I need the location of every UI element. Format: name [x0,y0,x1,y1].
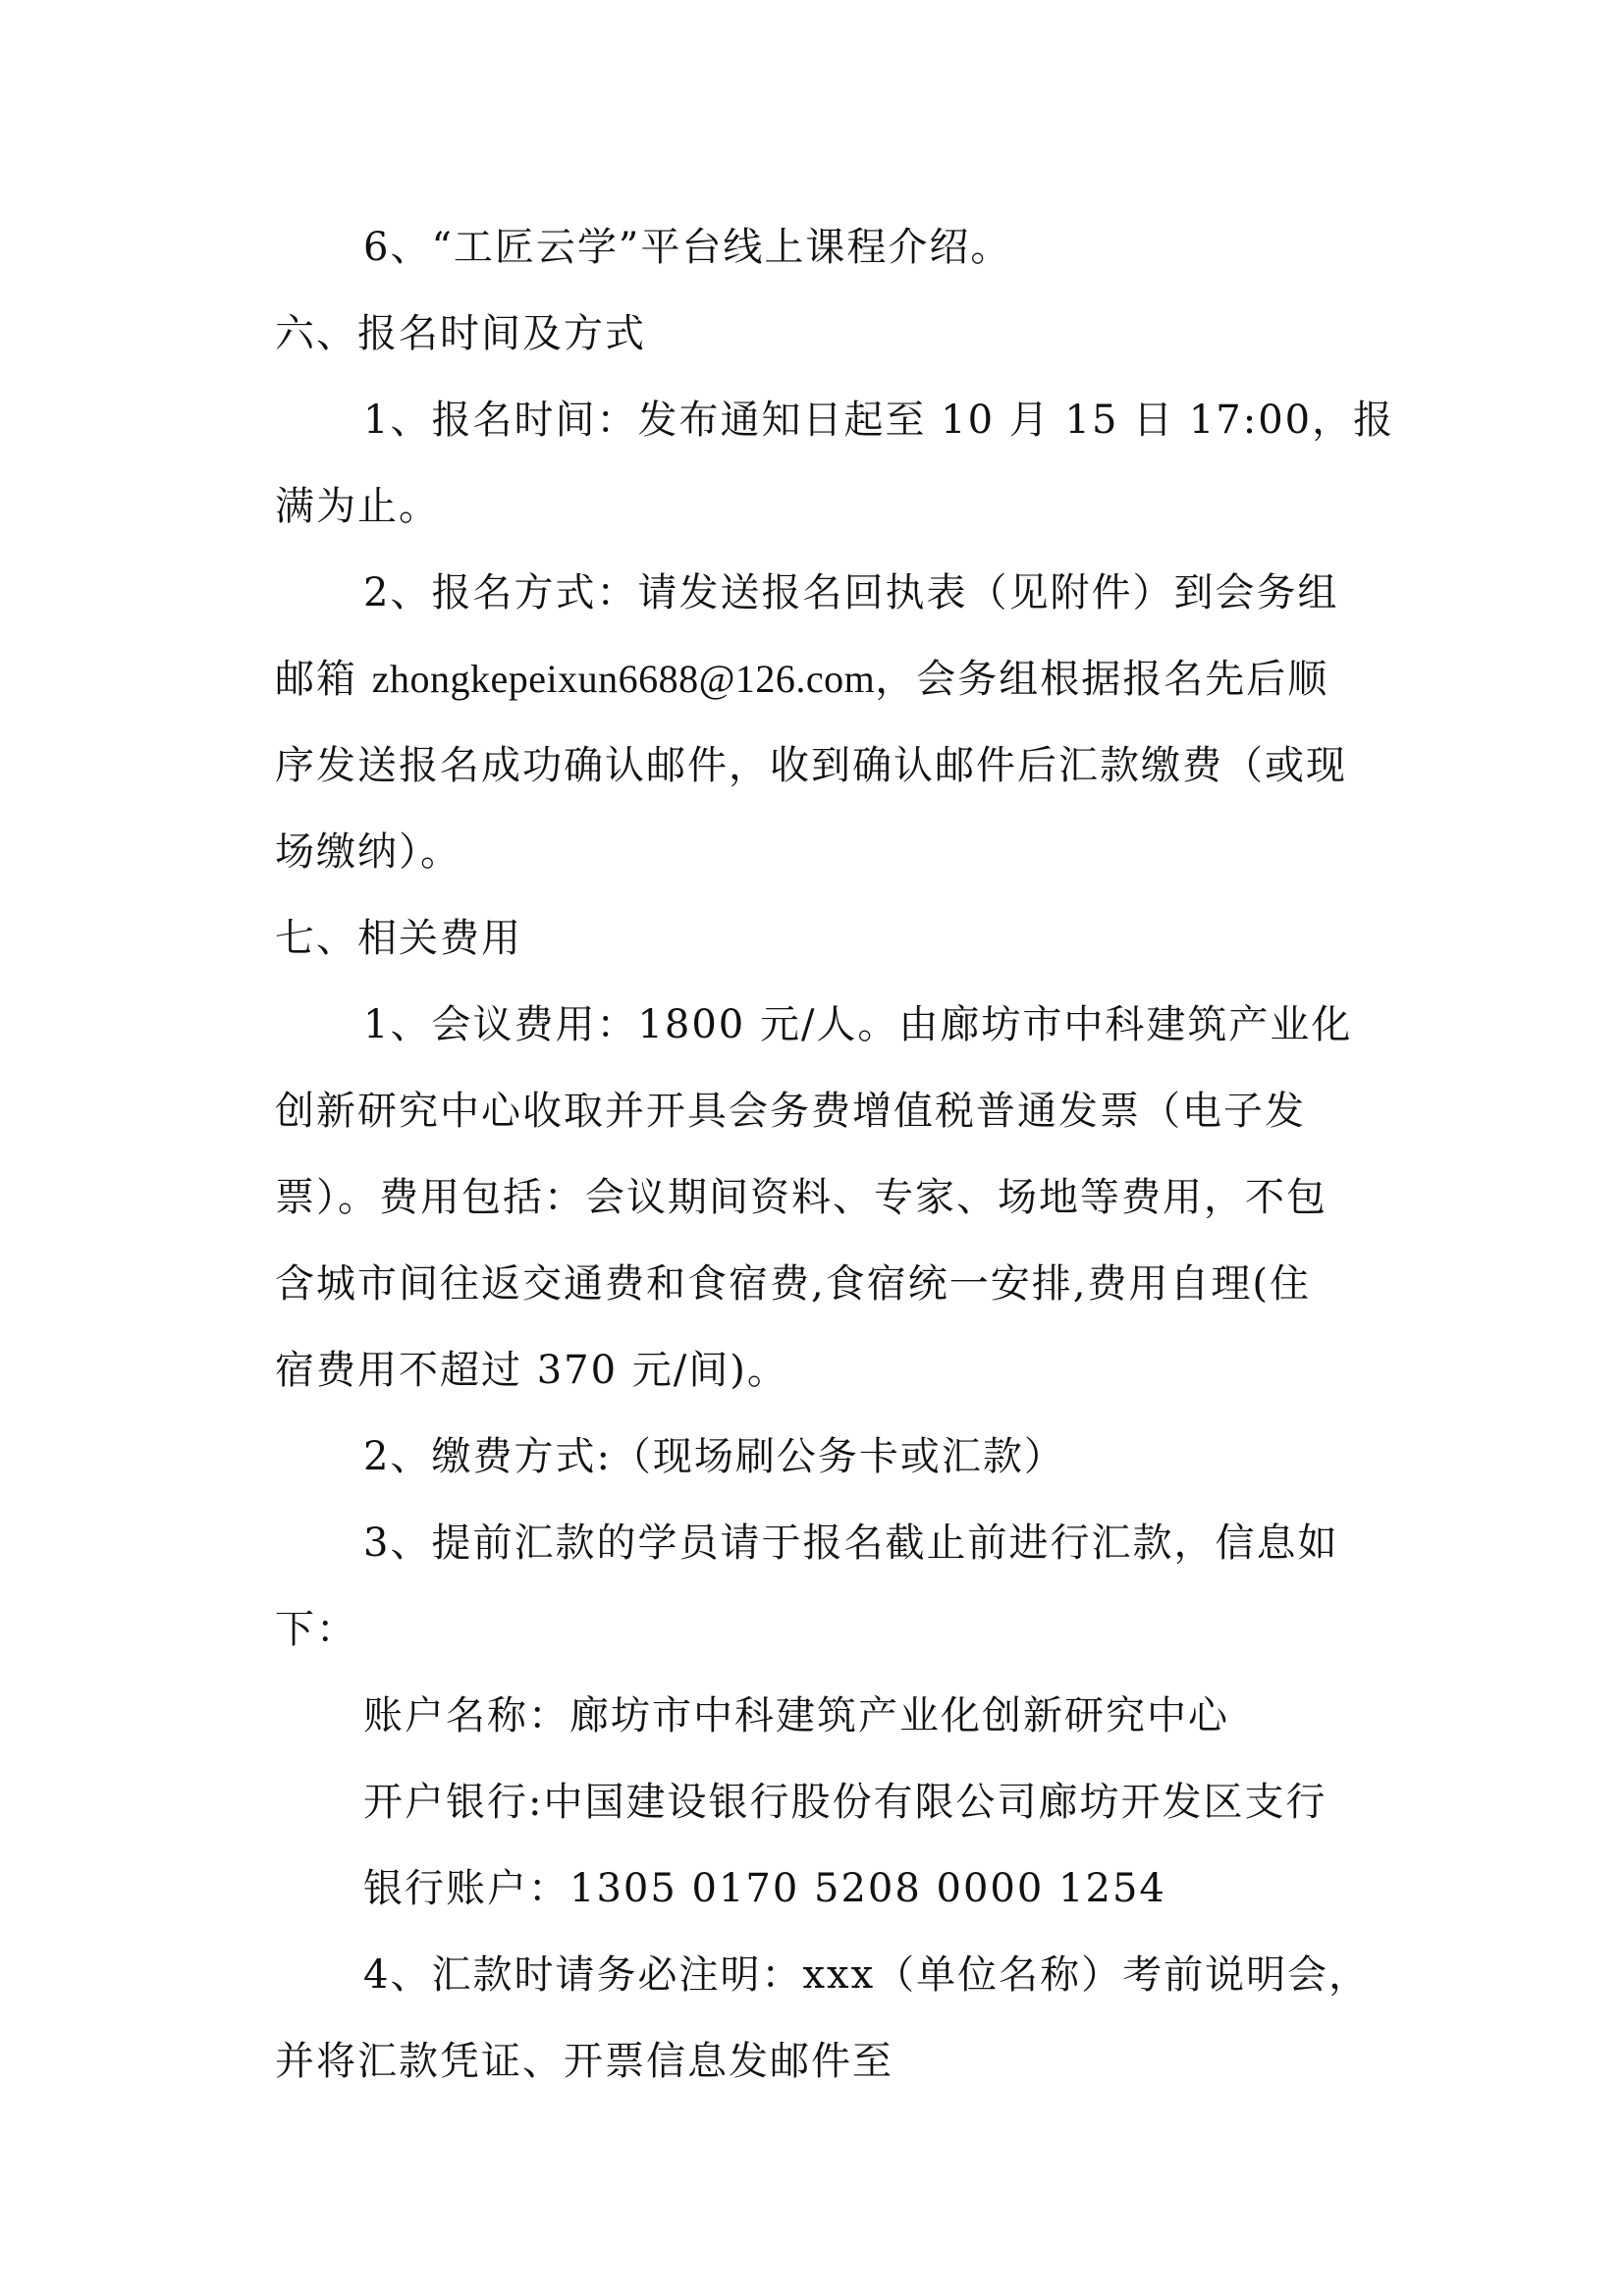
item-meeting-fee-line5: 宿费用不超过 370 元/间)。 [275,1348,788,1393]
account-number: 银行账户：1305 0170 5208 0000 1254 [363,1866,1166,1911]
item-advance-payment-line2: 下： [275,1607,357,1652]
item-registration-time-line1: 1、报名时间：发布通知日起至 10 月 15 日 17:00，报 [363,398,1395,443]
account-name: 账户名称：廊坊市中科建筑产业化创新研究中心 [363,1693,1229,1738]
item-payment-method: 2、缴费方式:（现场刷公务卡或汇款） [363,1434,1065,1479]
item-registration-method-line4: 场缴纳）。 [275,829,461,875]
item-meeting-fee-line4: 含城市间往返交通费和食宿费,食宿统一安排,费用自理(住 [275,1261,1312,1307]
account-bank: 开户银行:中国建设银行股份有限公司廊坊开发区支行 [363,1780,1327,1825]
section-heading-fees: 七、相关费用 [275,916,522,961]
item-remittance-note-line2: 并将汇款凭证、开票信息发邮件至 [275,2039,893,2084]
item-remittance-note-line1: 4、汇款时请务必注明：xxx（单位名称）考前说明会， [363,1952,1371,1998]
document-page [275,204,1396,2105]
item-registration-method-line2 [275,636,1396,722]
item-meeting-fee-line1: 1、会议费用：1800 元/人。由廊坊市中科建筑产业化 [363,1002,1353,1047]
section-heading-registration: 六、报名时间及方式 [275,311,646,356]
item-advance-payment-line1: 3、提前汇款的学员请于报名截止前进行汇款，信息如 [363,1521,1339,1566]
item-meeting-fee-line3: 票）。费用包括：会议期间资料、专家、场地等费用，不包 [275,1175,1327,1220]
registration-email-link[interactable]: zhongkepeixun6688@126.com [371,657,876,701]
item-registration-time-line2: 满为止。 [275,484,440,529]
item-registration-method-line1: 2、报名方式：请发送报名回执表（见附件）到会务组 [363,570,1339,615]
item-registration-method-line3: 序发送报名成功确认邮件，收到确认邮件后汇款缴费（或现 [275,743,1347,788]
item-course-intro: 6、“工匠云学”平台线上课程介绍。 [363,225,1012,270]
email-followup-text: ，会务组根据报名先后顺 [875,657,1329,702]
email-label: 邮箱 [275,657,372,702]
item-meeting-fee-line2: 创新研究中心收取并开具会务费增值税普通发票（电子发 [275,1089,1306,1134]
